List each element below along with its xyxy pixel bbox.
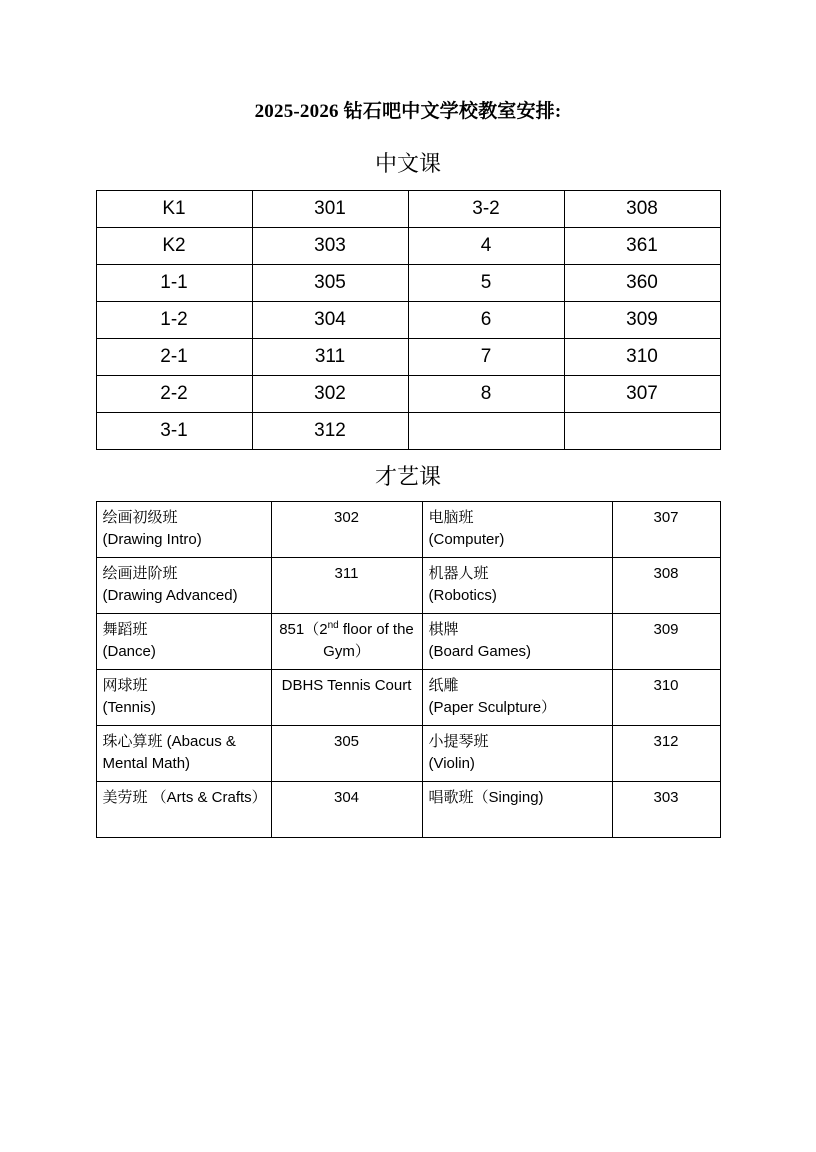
talent-class-room: 302 (271, 502, 422, 558)
class-room: 304 (252, 302, 408, 339)
talent-class-room: 310 (612, 670, 720, 726)
class-room: 312 (252, 413, 408, 450)
talent-class-room: 312 (612, 726, 720, 782)
class-name: 2-2 (96, 376, 252, 413)
talent-class-name: 绘画进阶班 (Drawing Advanced) (96, 558, 271, 614)
table-row (96, 782, 720, 838)
table-row (96, 413, 720, 450)
class-room: 307 (564, 376, 720, 413)
class-room: 308 (564, 191, 720, 228)
class-room: 305 (252, 265, 408, 302)
class-room: 301 (252, 191, 408, 228)
class-room (564, 413, 720, 450)
class-room: 302 (252, 376, 408, 413)
talent-class-name: 美劳班 （Arts & Crafts） (96, 782, 271, 838)
class-name (408, 413, 564, 450)
talent-class-name: 绘画初级班 (Drawing Intro) (96, 502, 271, 558)
table-row (96, 265, 720, 302)
talent-class-room: 309 (612, 614, 720, 670)
table-row (96, 339, 720, 376)
talent-class-room: 308 (612, 558, 720, 614)
talent-class-room: 307 (612, 502, 720, 558)
talent-class-name: 机器人班 (Robotics) (422, 558, 612, 614)
table-row (96, 670, 720, 726)
table-row (96, 726, 720, 782)
talent-class-name: 舞蹈班 (Dance) (96, 614, 271, 670)
class-name: 3-1 (96, 413, 252, 450)
class-room: 303 (252, 228, 408, 265)
page-title: 2025-2026 钻石吧中文学校教室安排: (254, 101, 562, 122)
talent-class-room: 304 (271, 782, 422, 838)
class-room: 311 (252, 339, 408, 376)
table-row (96, 558, 720, 614)
class-name: 4 (408, 228, 564, 265)
table-row (96, 191, 720, 228)
talent-class-name: 唱歌班（Singing) (422, 782, 612, 838)
class-room: 310 (564, 339, 720, 376)
class-name: 1-2 (96, 302, 252, 339)
talent-class-name: 纸雕 (Paper Sculpture） (422, 670, 612, 726)
talent-class-room: 305 (271, 726, 422, 782)
class-name: 8 (408, 376, 564, 413)
chinese-class-table (96, 190, 721, 450)
talent-class-room: 851（2nd floor of the Gym） (271, 614, 422, 670)
talent-class-room: DBHS Tennis Court (271, 670, 422, 726)
talent-class-name: 网球班 (Tennis) (96, 670, 271, 726)
talent-class-name: 小提琴班 (Violin) (422, 726, 612, 782)
class-name: K2 (96, 228, 252, 265)
document-page (0, 96, 816, 1152)
class-room: 360 (564, 265, 720, 302)
class-name: 7 (408, 339, 564, 376)
class-name: 6 (408, 302, 564, 339)
talent-class-table (96, 501, 721, 838)
class-name: 3-2 (408, 191, 564, 228)
section-heading-talent: 才艺课 (374, 464, 441, 489)
table-row (96, 502, 720, 558)
table-row (96, 376, 720, 413)
class-name: 2-1 (96, 339, 252, 376)
class-room: 309 (564, 302, 720, 339)
talent-class-name: 电脑班 (Computer) (422, 502, 612, 558)
class-name: 1-1 (96, 265, 252, 302)
talent-class-name: 珠心算班 (Abacus & Mental Math) (96, 726, 271, 782)
talent-class-room: 303 (612, 782, 720, 838)
class-name: K1 (96, 191, 252, 228)
class-room: 361 (564, 228, 720, 265)
section-heading-chinese: 中文课 (374, 151, 441, 176)
class-name: 5 (408, 265, 564, 302)
table-row (96, 302, 720, 339)
talent-class-room: 311 (271, 558, 422, 614)
table-row (96, 614, 720, 670)
table-row (96, 228, 720, 265)
talent-class-name: 棋牌 (Board Games) (422, 614, 612, 670)
